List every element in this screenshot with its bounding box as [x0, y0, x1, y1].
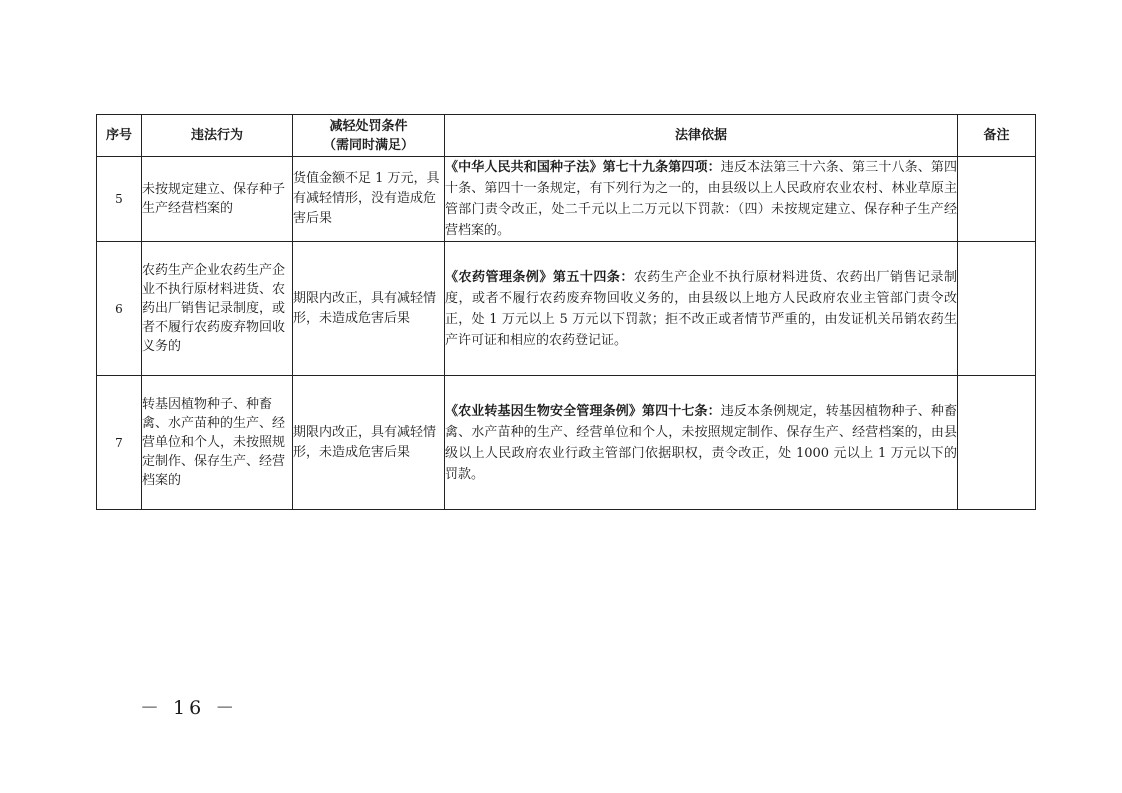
- table-row: [97, 157, 1036, 242]
- header-condition: [293, 115, 445, 157]
- row-number: 6: [97, 242, 142, 376]
- violation-cell: 农药生产企业农药生产企业不执行原材料进货、农药出厂销售记录制度，或者不履行农药废弃物回收义务的: [142, 242, 293, 376]
- row-number: 7: [97, 376, 142, 510]
- law-title: 《中华人民共和国种子法》第七十九条第四项：: [445, 160, 721, 175]
- header-remarks: 备注: [958, 115, 1036, 157]
- remarks-cell: [958, 376, 1036, 510]
- legal-basis-cell: [445, 157, 958, 242]
- header-violation: 违法行为: [142, 115, 293, 157]
- remarks-cell: [958, 242, 1036, 376]
- violation-cell: 转基因植物种子、种畜禽、水产苗种的生产、经营单位和个人，未按照规定制作、保存生产、经营档案的: [142, 376, 293, 510]
- penalty-table: [96, 114, 1036, 510]
- law-text: 违反本条例规定，转基因植物种子、种畜禽、水产苗种的生产、经营单位和个人，未按照规定制作、保存生产、经营档案的，由县级以上人民政府农业行政主管部门依据职权，责令改正，处 1000 元以上 1 万元以下的罚款。: [445, 403, 957, 482]
- table-row: [97, 376, 1036, 510]
- law-title: 《农业转基因生物安全管理条例》第四十七条：: [445, 403, 721, 419]
- header-no: 序号: [97, 115, 142, 157]
- header-condition-line2: （需同时满足）: [322, 137, 414, 153]
- condition-cell: 期限内改正，具有减轻情形，未造成危害后果: [293, 242, 445, 376]
- law-text: 违反本法第三十六条、第三十八条、第四十条、第四十一条规定，有下列行为之一的，由县级以上人民政府农业农村、林业草原主管部门责令改正，处二千元以上二万元以下罚款：（四）未按规定建立、保存种子生产经营档案的。: [445, 160, 957, 238]
- remarks-cell: [958, 157, 1036, 242]
- condition-cell: 货值金额不足 1 万元，具有减轻情形，没有造成危害后果: [293, 157, 445, 242]
- condition-cell: 期限内改正，具有减轻情形，未造成危害后果: [293, 376, 445, 510]
- table-row: [97, 242, 1036, 376]
- law-title: 《农药管理条例》第五十四条：: [445, 269, 634, 285]
- page-number: － 16 －: [140, 697, 239, 719]
- table-header-row: [97, 115, 1036, 157]
- header-legal-basis: 法律依据: [445, 115, 958, 157]
- row-number: 5: [97, 157, 142, 242]
- legal-basis-cell: [445, 376, 958, 510]
- header-condition-line1: 减轻处罚条件: [329, 118, 408, 134]
- law-text: 农药生产企业不执行原材料进货、农药出厂销售记录制度，或者不履行农药废弃物回收义务的，由县级以上地方人民政府农业主管部门责令改正，处 1 万元以上 5 万元以下罚款；拒不改正或者情节严重的，由发证机关吊销农药生产许可证和相应的农药登记证。: [445, 269, 957, 348]
- legal-basis-cell: [445, 242, 958, 376]
- violation-cell: 未按规定建立、保存种子生产经营档案的: [142, 157, 293, 242]
